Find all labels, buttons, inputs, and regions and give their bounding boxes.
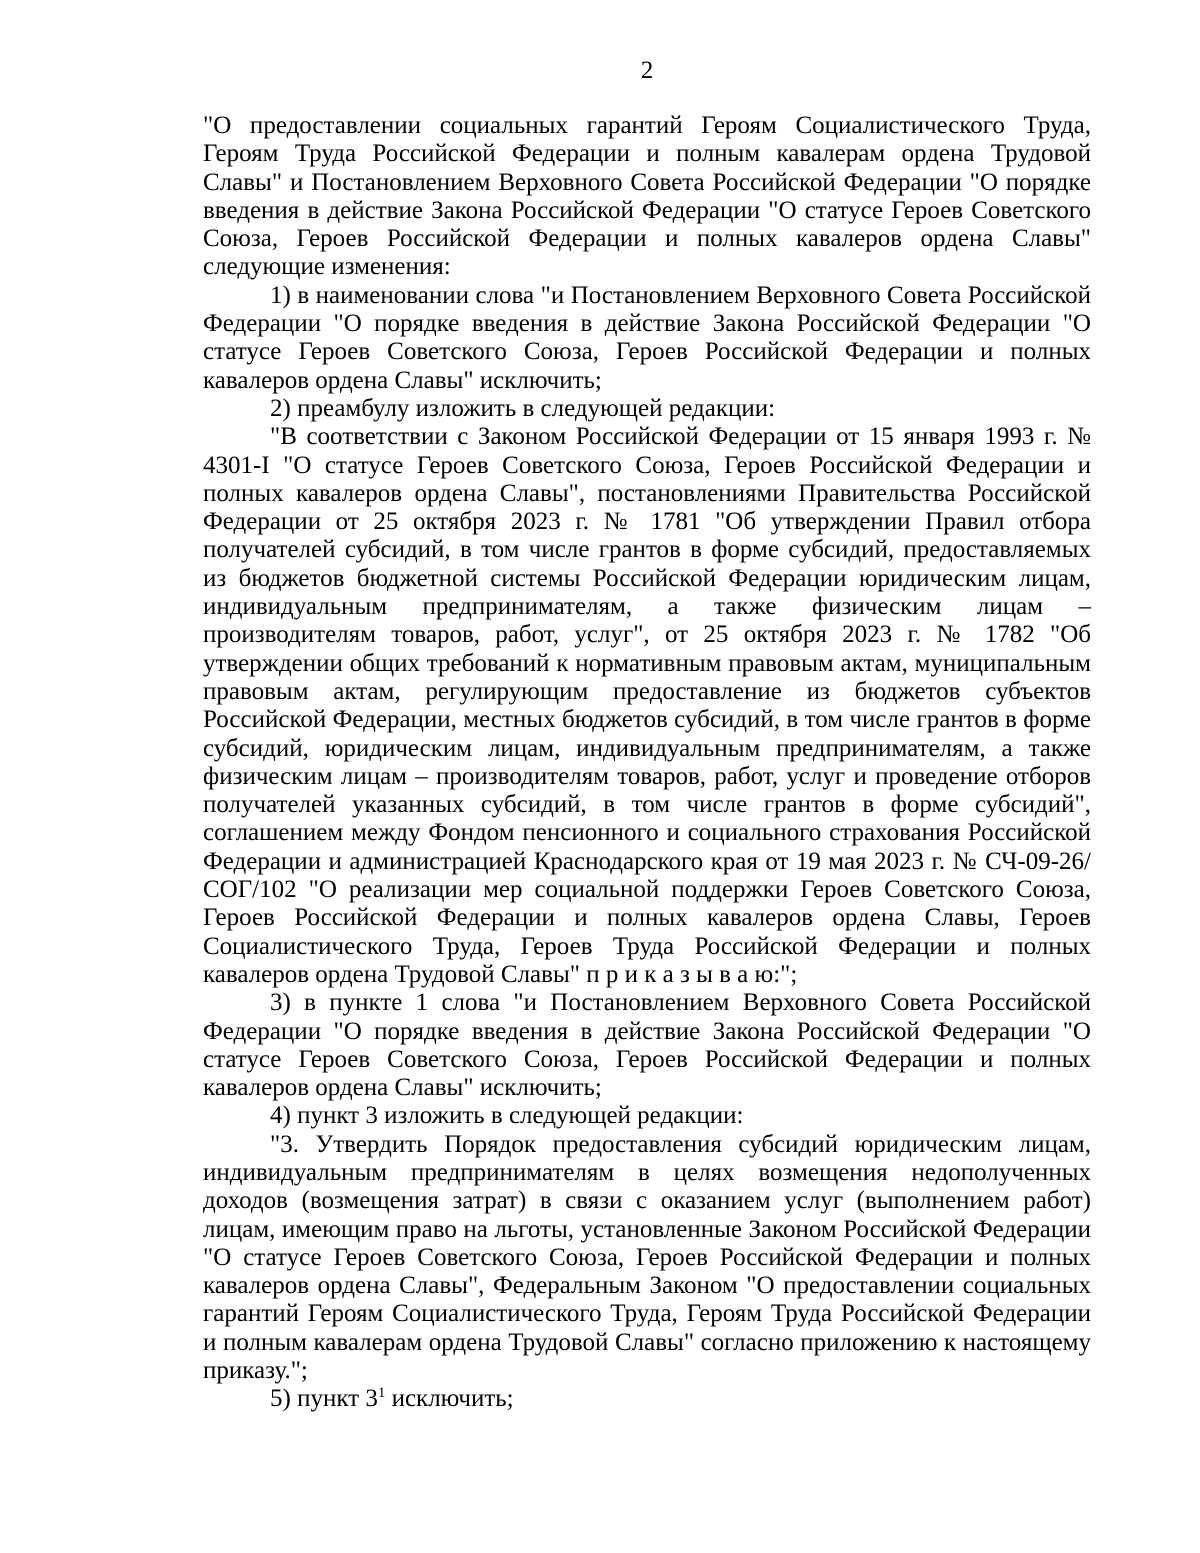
- paragraph-item-1: 1) в наименовании слова "и Постановлением Верховного Совета Российской Федерации "О порядке введения в действие Закона Российской Федерации "О статусе Героев Советского Союза, Героев Российской Федерации и полных кавалеров ордена Славы" исключить;: [203, 281, 1091, 394]
- paragraph-item-3: 3) в пункте 1 слова "и Постановлением Верховного Совета Российской Федерации "О порядке введения в действие Закона Российской Федерации "О статусе Героев Советского Союза, Героев Российской Федерации и полных кавалеров ордена Славы" исключить;: [203, 989, 1091, 1102]
- item-5-superscript: 1: [377, 1385, 386, 1402]
- paragraph-preamble-text: "В соответствии с Законом Российской Федерации от 15 января 1993 г. № 4301-I "О статусе Героев Советского Союза, Героев Российской Федерации и полных кавалеров ордена Славы", постановлениями Правительства Российской Федерации от 25 октября 2023 г. № 1781 "Об утверждении Правил отбора получателей субсидий, в том числе грантов в форме субсидий, предоставляемых из бюджетов бюджетной системы Российской Федерации юридическим лицам, индивидуальным предпринимателям, а также физическим лицам – производителям товаров, работ, услуг", от 25 октября 2023 г. № 1782 "Об утверждении общих требований к нормативным правовым актам, муниципальным правовым актам, регулирующим предоставление из бюджетов субъектов Российской Федерации, местных бюджетов субсидий, в том числе грантов в форме субсидий, юридическим лицам, индивидуальным предпринимателям, а также физическим лицам – производителям товаров, работ, услуг и проведение отборов получателей указанных субсидий, в том числе грантов в форме субсидий", соглашением между Фондом пенсионного и социального страхования Российской Федерации и администрацией Краснодарского края от 19 мая 2023 г. № СЧ-09-26/СОГ/102 "О реализации мер социальной поддержки Героев Советского Союза, Героев Российской Федерации и полных кавалеров ордена Славы, Героев Социалистического Труда, Героев Труда Российской Федерации и полных кавалеров ордена Трудовой Славы" п р и к а з ы в а ю:";: [203, 423, 1091, 988]
- item-5-prefix: 5) пункт 3: [270, 1385, 378, 1413]
- paragraph-item-4-text: "3. Утвердить Порядок предоставления субсидий юридическим лицам, индивидуальным предпринимателям в целях возмещения недополученных доходов (возмещения затрат) в связи с оказанием услуг (выполнением работ) лицам, имеющим право на льготы, установленные Законом Российской Федерации "О статусе Героев Советского Союза, Героев Российской Федерации и полных кавалеров ордена Славы", Федеральным Законом "О предоставлении социальных гарантий Героям Социалистического Труда, Героям Труда Российской Федерации и полным кавалерам ордена Трудовой Славы" согласно приложению к настоящему приказу.";: [203, 1130, 1091, 1385]
- document-body: [203, 112, 1091, 1414]
- item-5-suffix: исключить;: [385, 1385, 514, 1413]
- paragraph-continuation: "О предоставлении социальных гарантий Героям Социалистического Труда, Героям Труда Российской Федерации и полным кавалерам ордена Трудовой Славы" и Постановлением Верховного Совета Российской Федерации "О порядке введения в действие Закона Российской Федерации "О статусе Героев Советского Союза, Героев Российской Федерации и полных кавалеров ордена Славы" следующие изменения:: [203, 112, 1091, 281]
- paragraph-item-4: 4) пункт 3 изложить в следующей редакции:: [270, 1102, 744, 1130]
- paragraph-item-5: [203, 1385, 1091, 1413]
- page-number: 2: [640, 57, 654, 84]
- paragraph-item-2: 2) преамбулу изложить в следующей редакции:: [270, 394, 776, 422]
